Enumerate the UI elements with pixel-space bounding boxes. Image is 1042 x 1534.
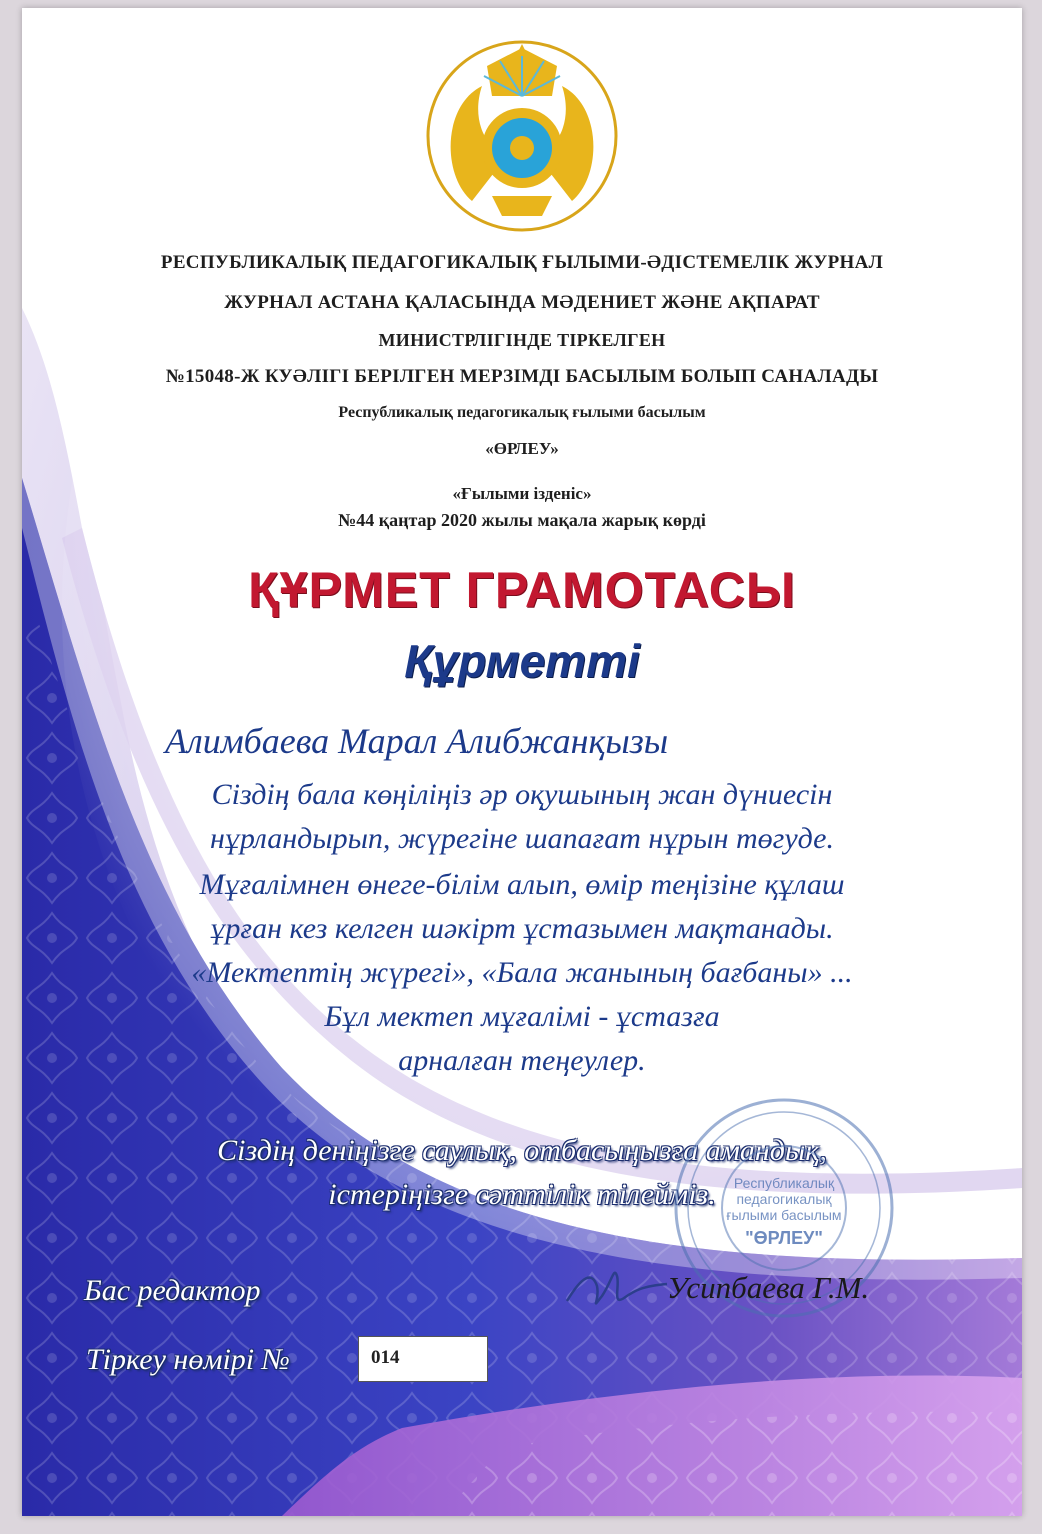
state-emblem-icon: [412, 36, 632, 236]
seal-text-3: ғылыми басылым: [726, 1207, 842, 1223]
body-line-3: Мұғалімнен өнеге-білім алып, өмір теңізіне құлаш: [199, 868, 845, 901]
editor-name: Усипбаева Г.М.: [667, 1270, 870, 1305]
registration-label: Тіркеу нөмірі №: [86, 1343, 290, 1376]
body-line-5: «Мектептің жүрегі», «Бала жанының бағбаны» ...: [191, 956, 853, 989]
journal-name: «ӨРЛЕУ»: [485, 439, 559, 458]
header-line-4: №15048-Ж КУӘЛІГІ БЕРІЛГЕН МЕРЗІМДІ БАСЫЛЫМ БОЛЫП САНАЛАДЫ: [165, 366, 879, 387]
signature-icon: [562, 1256, 672, 1316]
certificate-sheet: [22, 8, 1022, 1516]
header-line-3: МИНИСТРЛІГІНДЕ ТІРКЕЛГЕН: [378, 330, 666, 350]
recipient-name: Алимбаева Марал Алибжанқызы: [165, 721, 669, 761]
certificate-title: ҚҰРМЕТ ГРАМОТАСЫ: [248, 562, 796, 618]
seal-text-2: педагогикалық: [736, 1191, 832, 1207]
registration-number-box: [358, 1336, 488, 1382]
issue-info: №44 қаңтар 2020 жылы мақала жарық көрді: [338, 510, 706, 530]
body-line-2: нұрландырып, жүрегіне шапағат нұрын төгуде.: [210, 822, 834, 855]
seal-text-1: Республикалық: [733, 1175, 835, 1191]
section-name: «Ғылыми ізденіс»: [452, 484, 592, 503]
header-line-1: РЕСПУБЛИКАЛЫҚ ПЕДАГОГИКАЛЫҚ ҒЫЛЫМИ-ӘДІСТЕМЕЛІК ЖУРНАЛ: [160, 252, 884, 273]
body-line-1: Сіздің бала көңіліңіз әр оқушының жан дүниесін: [211, 778, 833, 811]
header-line-5: Республикалық педагогикалық ғылыми басылым: [338, 404, 706, 421]
wish-line-2: істеріңізге сәттілік тілейміз.: [328, 1178, 716, 1211]
registration-number: 014: [371, 1347, 400, 1368]
body-line-7: арналған теңеулер.: [398, 1044, 646, 1077]
salutation: Құрметті: [404, 635, 640, 687]
header-line-2: ЖУРНАЛ АСТАНА ҚАЛАСЫНДА МӘДЕНИЕТ ЖӘНЕ АҚПАРАТ: [224, 292, 820, 313]
body-line-6: Бұл мектеп мұғалімі - ұстазға: [324, 1000, 720, 1033]
editor-label: Бас редактор: [84, 1274, 261, 1307]
wish-line-1: Сіздің деніңізге саулық, отбасыңызға амандық,: [217, 1134, 827, 1167]
seal-text-4: "ӨРЛЕУ": [745, 1228, 823, 1248]
body-line-4: ұрған кез келген шәкірт ұстазымен мақтанады.: [210, 912, 834, 945]
